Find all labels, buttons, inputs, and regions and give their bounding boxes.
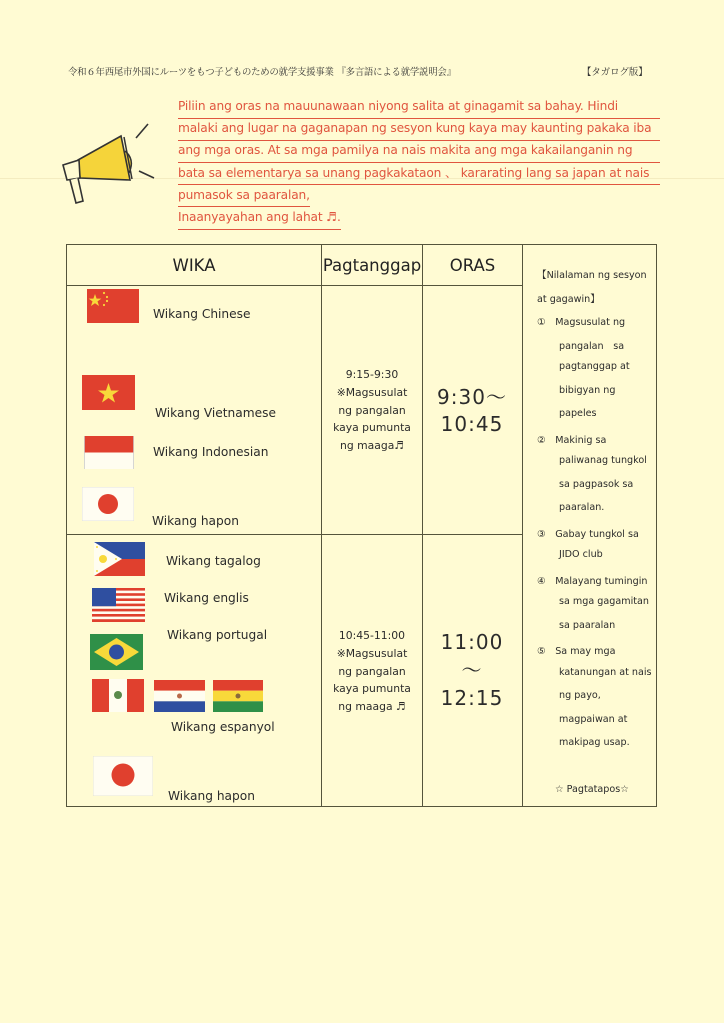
time-separator: ～: [461, 658, 483, 682]
reception-note: kaya pumunta: [333, 421, 411, 435]
intro-line: ang mga oras. At sa mga pamilya na nais makita ang mga kakailanganin ng: [178, 141, 660, 163]
schedule-table: [66, 244, 657, 807]
language-label: Wikang espanyol: [171, 720, 275, 734]
session1-reception: [322, 366, 422, 455]
intro-line: malaki ang lugar na gaganapan ng sesyon kung kaya may kaunting pakaka iba: [178, 119, 660, 141]
reception-time: 9:15-9:30: [345, 368, 399, 381]
bolivia-flag-icon: [213, 680, 263, 712]
time-start: 11:00: [440, 630, 504, 654]
intro-line: Inaanyayahan ang lahat ♬.: [178, 208, 341, 230]
content-item: pagtanggap at: [559, 361, 630, 372]
content-item: paliwanag tungkol: [559, 455, 647, 466]
reception-note: kaya pumunta: [333, 682, 411, 696]
content-ending: ☆ Pagtatapos☆: [555, 784, 629, 795]
time-end: 12:15: [440, 686, 504, 710]
intro-line: pumasok sa paaralan,: [178, 186, 310, 208]
session1-time: [423, 381, 521, 436]
language-label: Wikang hapon: [168, 789, 255, 803]
header-language-label: WIKA: [172, 255, 216, 275]
language-label: Wikang Chinese: [153, 307, 251, 321]
reception-note: ng pangalan: [338, 664, 406, 678]
intro-line: Piliin ang oras na mauunawaan niyong salita at ginagamit sa bahay. Hindi: [178, 97, 660, 119]
japan-flag-icon: [82, 487, 134, 521]
content-item: pangalan sa: [559, 341, 625, 352]
content-item: ⑤ Sa may mga: [537, 646, 616, 657]
megaphone-icon: [48, 120, 160, 210]
language-label: Wikang tagalog: [166, 554, 261, 568]
brazil-flag-icon: [90, 634, 143, 670]
content-item: paaralan.: [559, 502, 605, 513]
content-item: papeles: [559, 408, 597, 419]
header-language: [66, 244, 322, 286]
content-item: bibigyan ng: [559, 385, 616, 396]
japan-flag-icon: [93, 756, 153, 796]
language-label: Wikang Indonesian: [153, 445, 269, 459]
reception-note: ※Magsusulat: [336, 646, 408, 660]
language-label: Wikang hapon: [152, 514, 239, 528]
intro-paragraph: [178, 97, 660, 230]
content-item: sa paaralan: [559, 620, 616, 631]
content-item: ③ Gabay tungkol sa: [537, 529, 639, 540]
philippines-flag-icon: [94, 542, 145, 576]
reception-note: ng pangalan: [338, 403, 406, 417]
reception-note: ng maaga♬: [339, 439, 405, 453]
vietnam-flag-icon: [82, 375, 135, 410]
header-time-label: ORAS: [449, 255, 496, 275]
reception-time: 10:45-11:00: [338, 629, 406, 642]
header-time: [422, 244, 523, 286]
language-label: Wikang Vietnamese: [155, 406, 276, 420]
session2-time: [423, 628, 521, 712]
header-reception-label: Pagtanggap: [322, 255, 422, 275]
reception-note: ng maaga ♬: [338, 700, 406, 714]
content-item: sa pagpasok sa: [559, 479, 634, 490]
china-flag-icon: [87, 289, 139, 323]
indonesia-flag-icon: [84, 436, 134, 469]
document-title: 令和６年西尾市外国にルーツをもつ子どものための就学支援事業 『多言語による就学説明会』: [68, 67, 456, 78]
language-label: Wikang englis: [164, 591, 249, 605]
content-item: JIDO club: [559, 549, 603, 560]
session2-reception: [322, 627, 422, 716]
content-item: ng payo,: [559, 690, 601, 701]
content-item: sa mga gagamitan: [559, 596, 649, 607]
header-reception: [321, 244, 423, 286]
edition-label: 【タガログ版】: [582, 67, 648, 78]
content-item: makipag usap.: [559, 737, 630, 748]
content-heading: 【Nilalaman ng sesyon: [537, 270, 647, 281]
content-item: katanungan at nais: [559, 667, 652, 678]
peru-flag-icon: [92, 679, 144, 712]
language-label: Wikang portugal: [167, 628, 268, 642]
content-heading: at gagawin】: [537, 294, 600, 305]
time-end: 10:45: [440, 412, 504, 436]
reception-note: ※Magsusulat: [336, 385, 408, 399]
usa-flag-icon: [92, 588, 145, 622]
content-item: magpaiwan at: [559, 714, 628, 725]
intro-line: bata sa elementarya sa unang pagkakataon 、 kararating lang sa japan at nais: [178, 164, 660, 186]
time-start: 9:30～: [437, 385, 507, 409]
paraguay-flag-icon: [154, 680, 205, 712]
content-item: ① Magsusulat ng: [537, 317, 626, 328]
content-item: ② Makinig sa: [537, 435, 607, 446]
content-item: ④ Malayang tumingin: [537, 576, 648, 587]
